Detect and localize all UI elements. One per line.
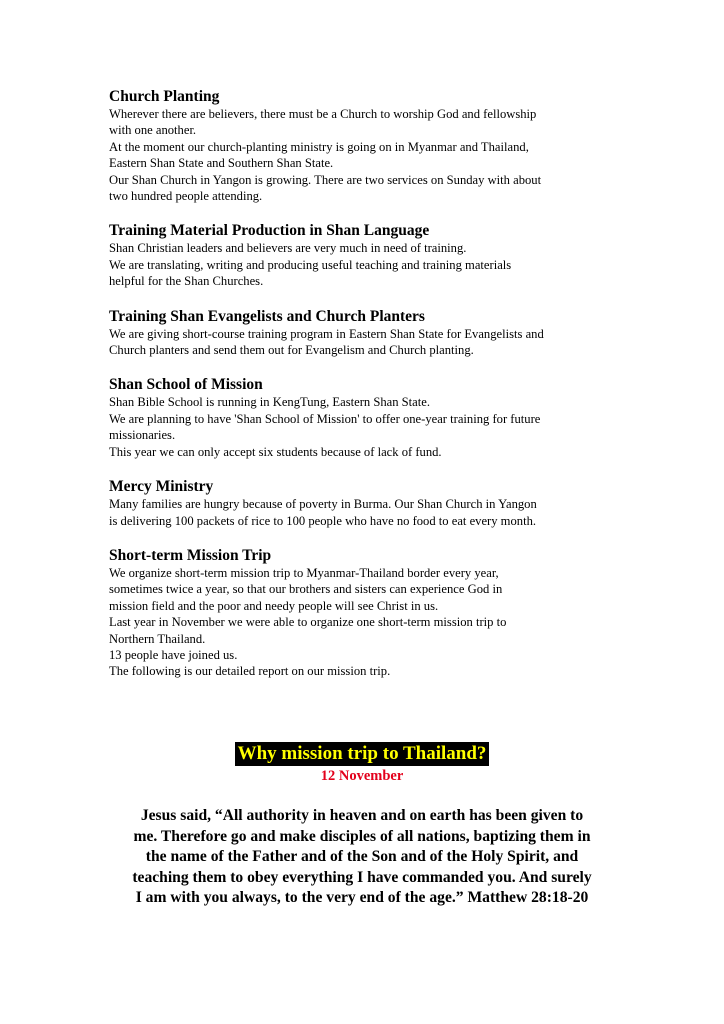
section-line: with one another. [109, 123, 197, 138]
quote-line: I am with you always, to the very end of the age.” Matthew 28:18-20 [135, 889, 589, 907]
section-line: Shan Christian leaders and believers are very much in need of training. [109, 241, 467, 256]
section-line: Our Shan Church in Yangon is growing. There are two services on Sunday with about [109, 172, 542, 187]
section-line: is delivering 100 packets of rice to 100 people who have no food to eat every month. [109, 513, 537, 528]
section-training-evangelists [109, 308, 629, 359]
section-title: Training Material Production in Shan Language [109, 222, 430, 240]
section-short-term-trip [109, 547, 629, 680]
section-title: Training Shan Evangelists and Church Planters [109, 307, 425, 325]
quote-line: me. Therefore go and make disciples of all nations, baptizing them in [133, 827, 591, 845]
banner-block [0, 742, 724, 766]
section-line: We organize short-term mission trip to Myanmar-Thailand border every year, [109, 565, 499, 580]
section-line: Church planters and send them out for Evangelism and Church planting. [109, 343, 474, 358]
quote-line: teaching them to obey everything I have commanded you. And surely [132, 868, 592, 886]
scripture-quote [100, 806, 624, 909]
section-line: Eastern Shan State and Southern Shan State. [109, 156, 334, 171]
section-title: Short-term Mission Trip [109, 546, 272, 564]
section-line: Northern Thailand. [109, 631, 206, 646]
section-title: Church Planting [109, 88, 220, 105]
document-body [109, 88, 629, 698]
section-line: This year we can only accept six students because of lack of fund. [109, 444, 442, 459]
section-training-material [109, 222, 629, 289]
section-mercy-ministry [109, 478, 629, 529]
section-title: Mercy Ministry [109, 478, 214, 496]
quote-line: Jesus said, “All authority in heaven and on earth has been given to [140, 807, 584, 824]
section-line: sometimes twice a year, so that our brothers and sisters can experience God in [109, 582, 503, 597]
section-line: The following is our detailed report on our mission trip. [109, 664, 391, 679]
section-title: Shan School of Mission [109, 376, 263, 394]
section-line: Many families are hungry because of poverty in Burma. Our Shan Church in Yangon [109, 497, 537, 512]
quote-line: the name of the Father and of the Son and of the Holy Spirit, and [145, 848, 579, 866]
section-line: Last year in November we were able to organize one short-term mission trip to [109, 615, 507, 630]
section-line: two hundred people attending. [109, 189, 263, 204]
section-line: We are translating, writing and producing useful teaching and training materials [109, 257, 512, 272]
section-line: missionaries. [109, 428, 176, 443]
section-line: We are planning to have 'Shan School of Mission' to offer one-year training for future [109, 411, 541, 426]
section-line: Wherever there are believers, there must be a Church to worship God and fellowship [109, 107, 537, 121]
banner-date: 12 November [320, 768, 404, 784]
section-line: mission field and the poor and needy people will see Christ in us. [109, 598, 439, 613]
section-line: helpful for the Shan Churches. [109, 274, 264, 289]
section-line: 13 people have joined us. [109, 647, 238, 662]
banner-title: Why mission trip to Thailand? [235, 742, 490, 766]
section-line: We are giving short-course training program in Eastern Shan State for Evangelists and [109, 326, 544, 341]
section-church-planting [109, 88, 629, 204]
section-line: At the moment our church-planting ministry is going on in Myanmar and Thailand, [109, 139, 529, 154]
section-school-of-mission [109, 376, 629, 460]
section-line: Shan Bible School is running in KengTung, Eastern Shan State. [109, 395, 431, 410]
